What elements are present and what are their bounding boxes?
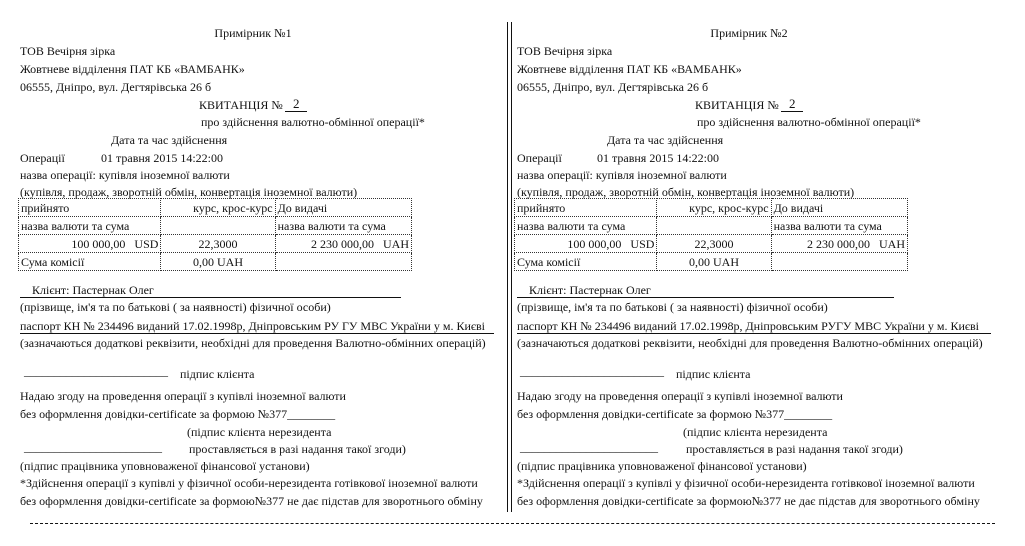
receipt-number-underline <box>285 111 307 112</box>
received-header: прийнято <box>515 199 657 217</box>
consent-text: Надаю згоду на проведення операції з купівлі іноземної валюти <box>20 389 346 403</box>
amount-received: 100 000,00 <box>567 236 622 251</box>
table-row <box>19 199 412 217</box>
copy-heading: Примірник №2 <box>710 26 788 40</box>
table-row <box>515 235 908 253</box>
employee-signature-label: (підпис працівника уповноваженої фінансової установи) <box>20 459 310 473</box>
receipt-number-underline <box>781 111 803 112</box>
employee-signature-line: _______________________ <box>520 440 658 454</box>
commission-value: 0,00 UAH <box>657 253 771 271</box>
commission-label: Сума комісії <box>19 253 161 271</box>
footnote-line-2: без оформлення довідки-certificate за формою№377 не дає підстав для зворотнього обміну <box>20 494 483 508</box>
consent-note: проставляється в разі надання такої згоди) <box>686 442 903 456</box>
amount-issued-cell <box>771 235 907 253</box>
rate-header: курс, крос-курс <box>161 199 275 217</box>
requisites-hint: (зазначаються додаткові реквізити, необхідні для проведення Валютно-обмінних операцій) <box>517 336 983 350</box>
receipt-number: 2 <box>293 96 300 111</box>
commission-label: Сума комісії <box>515 253 657 271</box>
table-row <box>515 217 908 235</box>
nonresident-signature-label: (підпис клієнта нерезидента <box>187 425 332 439</box>
bank-branch: Жовтневе відділення ПАТ КБ «ВАМБАНК» <box>517 62 742 76</box>
bank-branch: Жовтневе відділення ПАТ КБ «ВАМБАНК» <box>20 62 245 76</box>
exchange-table <box>18 198 412 271</box>
client-name-line <box>517 297 894 298</box>
to-issue-header: До видачі <box>275 199 411 217</box>
passport-line <box>517 333 991 334</box>
passport-line <box>20 333 494 334</box>
receipt-number: 2 <box>789 96 796 111</box>
address: 06555, Дніпро, вул. Дегтярівська 26 б <box>517 80 709 94</box>
to-issue-header: До видачі <box>771 199 907 217</box>
nonresident-signature-label: (підпис клієнта нерезидента <box>683 425 828 439</box>
client-signature-label: підпис клієнта <box>676 367 751 381</box>
client-name-hint: (прізвище, ім'я та по батькові ( за наявності) фізичної особи) <box>517 300 828 314</box>
table-row <box>515 199 908 217</box>
cut-line <box>30 523 995 524</box>
receipt-title: КВИТАНЦІЯ № <box>695 98 779 112</box>
copy-heading: Примірник №1 <box>214 26 292 40</box>
currency-received: USD <box>134 236 159 251</box>
footnote-line-2: без оформлення довідки-certificate за формою№377 не дає підстав для зворотнього обміну <box>517 494 980 508</box>
amount-received-cell <box>515 235 657 253</box>
operation-name: назва операції: купівля іноземної валюти <box>20 168 230 182</box>
operation-datetime: 01 травня 2015 14:22:00 <box>597 151 719 165</box>
requisites-hint: (зазначаються додаткові реквізити, необхідні для проведення Валютно-обмінних операцій) <box>20 336 486 350</box>
operation-label: Операції <box>517 151 562 165</box>
passport-details: паспорт КН № 234496 виданий 17.02.1998р, Дніпровським РУГУ МВС України у м. Києві <box>517 319 980 333</box>
rate-value: 22,3000 <box>161 235 275 253</box>
consent-certificate: без оформлення довідки-certificate за формою №377________ <box>517 407 833 421</box>
amount-received-cell <box>19 235 161 253</box>
copy-separator-line <box>511 22 512 512</box>
currency-issued: UAH <box>383 236 409 251</box>
client-name-hint: (прізвище, ім'я та по батькові ( за наявності) фізичної особи) <box>20 300 331 314</box>
copy-separator-line <box>507 22 508 512</box>
commission-value: 0,00 UAH <box>161 253 275 271</box>
table-row <box>19 235 412 253</box>
currency-amount-header-left: назва валюти та сума <box>515 217 657 235</box>
company-name: ТОВ Вечірня зірка <box>517 44 613 58</box>
currency-issued: UAH <box>879 236 905 251</box>
datetime-label: Дата та час здійснення <box>111 133 228 147</box>
currency-amount-header-right: назва валюти та сума <box>275 217 411 235</box>
amount-issued: 2 230 000,00 <box>311 236 374 251</box>
currency-amount-header-right: назва валюти та сума <box>771 217 907 235</box>
rate-header: курс, крос-курс <box>657 199 771 217</box>
passport-details: паспорт КН № 234496 виданий 17.02.1998р, Дніпровським РУ ГУ МВС України у м. Києві <box>20 319 486 333</box>
operation-datetime: 01 травня 2015 14:22:00 <box>101 151 223 165</box>
employee-signature-label: (підпис працівника уповноваженої фінансової установи) <box>517 459 807 473</box>
client-signature-line: ________________________ <box>520 364 664 378</box>
receipt-subtitle: про здійснення валютно-обмінної операції* <box>201 115 425 129</box>
operation-name: назва операції: купівля іноземної валюти <box>517 168 727 182</box>
employee-signature-line: _______________________ <box>24 440 162 454</box>
received-header: прийнято <box>19 199 161 217</box>
table-row <box>515 253 908 271</box>
currency-received: USD <box>630 236 655 251</box>
client-name-line <box>20 297 401 298</box>
table-row <box>19 217 412 235</box>
amount-received: 100 000,00 <box>71 236 126 251</box>
receipt-title: КВИТАНЦІЯ № <box>199 98 283 112</box>
amount-issued-cell <box>275 235 411 253</box>
currency-amount-header-left: назва валюти та сума <box>19 217 161 235</box>
operation-types-hint: (купівля, продаж, зворотній обмін, конвертація іноземної валюти) <box>20 185 358 199</box>
consent-text: Надаю згоду на проведення операції з купівлі іноземної валюти <box>517 389 843 403</box>
operation-types-hint: (купівля, продаж, зворотній обмін, конвертація іноземної валюти) <box>517 185 855 199</box>
exchange-table <box>514 198 908 271</box>
amount-issued: 2 230 000,00 <box>807 236 870 251</box>
client-label: Клієнт: Пастернак Олег <box>529 283 651 297</box>
company-name: ТОВ Вечірня зірка <box>20 44 116 58</box>
footnote-line-1: *Здійснення операції з купівлі у фізичної особи-нерезидента готівкової іноземної валюти <box>517 476 975 490</box>
consent-note: проставляється в разі надання такої згоди) <box>189 442 406 456</box>
client-label: Клієнт: Пастернак Олег <box>32 283 154 297</box>
client-signature-line: ________________________ <box>24 364 168 378</box>
client-signature-label: підпис клієнта <box>180 367 255 381</box>
consent-certificate: без оформлення довідки-certificate за формою №377________ <box>20 407 336 421</box>
address: 06555, Дніпро, вул. Дегтярівська 26 б <box>20 80 212 94</box>
receipt-subtitle: про здійснення валютно-обмінної операції* <box>697 115 921 129</box>
table-row <box>19 253 412 271</box>
footnote-line-1: *Здійснення операції з купівлі у фізичної особи-нерезидента готівкової іноземної валюти <box>20 476 478 490</box>
rate-value: 22,3000 <box>657 235 771 253</box>
datetime-label: Дата та час здійснення <box>607 133 724 147</box>
operation-label: Операції <box>20 151 65 165</box>
